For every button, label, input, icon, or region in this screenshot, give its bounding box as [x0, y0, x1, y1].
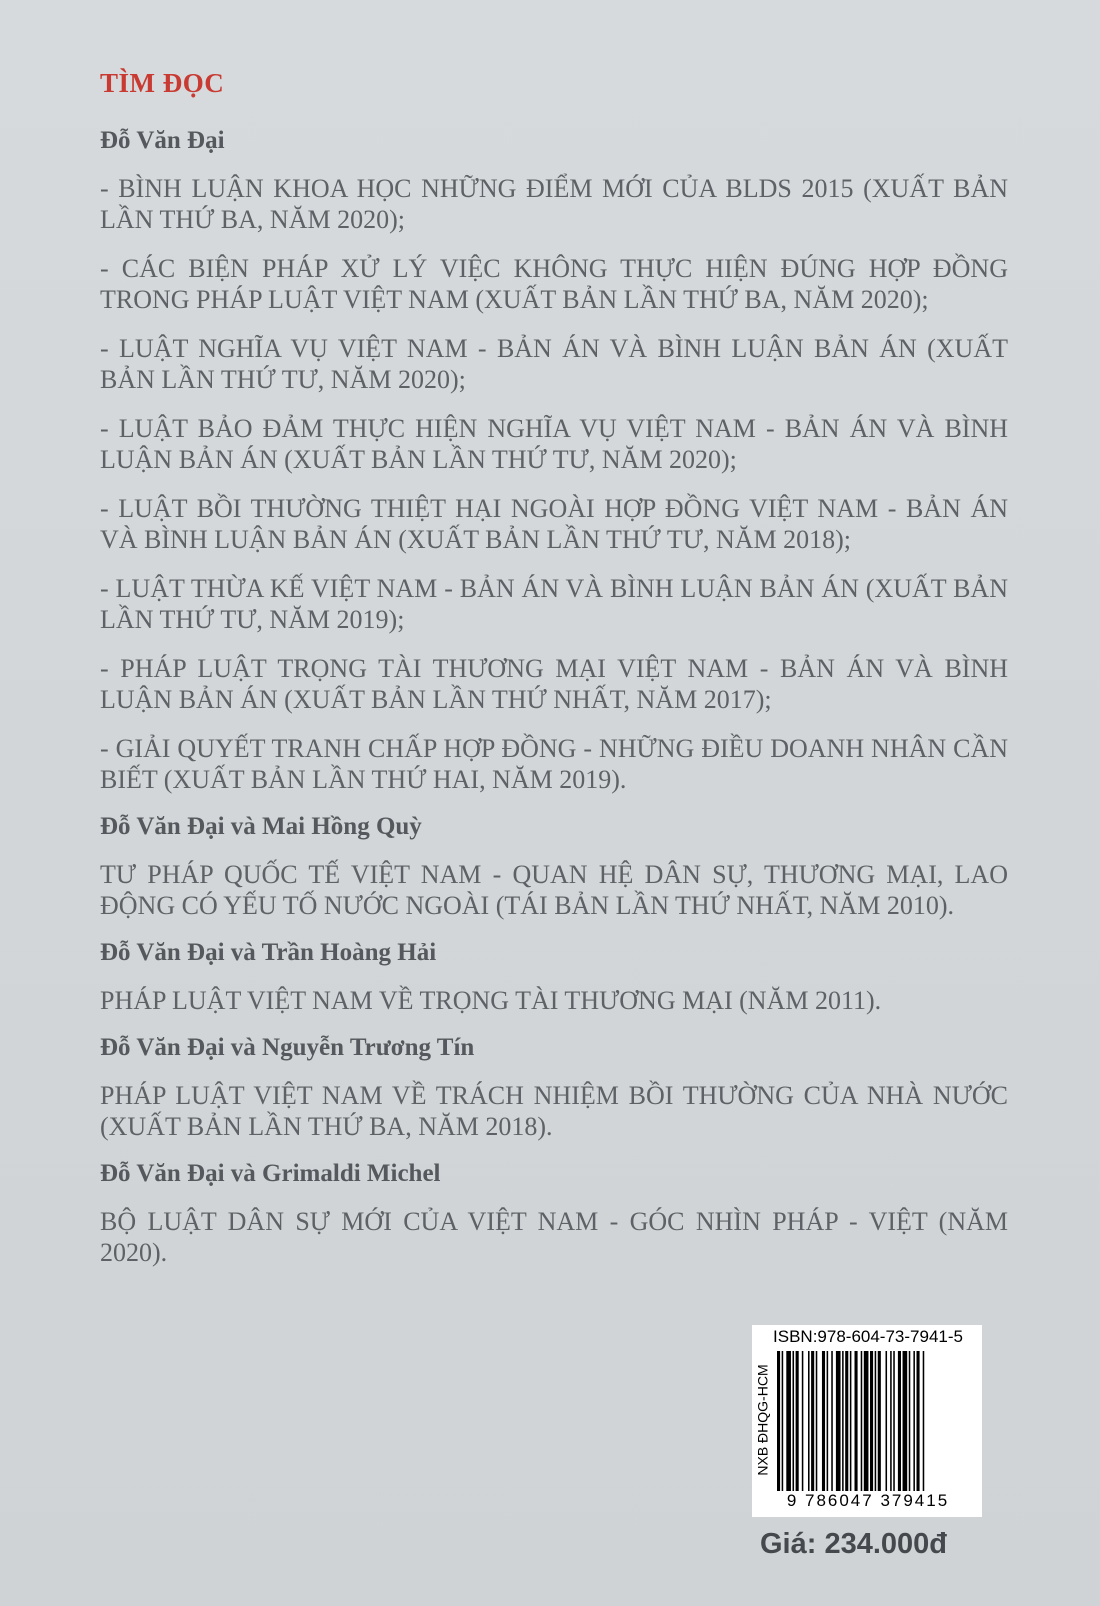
barcode-bar: [796, 1351, 799, 1491]
publisher-label: [754, 1351, 772, 1489]
author-name: Đỗ Văn Đại và Nguyễn Trương Tín: [100, 1034, 475, 1061]
barcode-bar: [875, 1351, 877, 1491]
barcode-bar: [850, 1351, 852, 1491]
book-title: - LUẬT BỒI THƯỜNG THIỆT HẠI NGOÀI HỢP ĐỒNG VIỆT NAM - BẢN ÁN VÀ BÌNH LUẬN BẢN ÁN (XUẤT BẢN LẦN THỨ TƯ, NĂM 2018);: [100, 494, 1008, 554]
barcode-bar: [786, 1351, 791, 1491]
book-title: - LUẬT THỪA KẾ VIỆT NAM - BẢN ÁN VÀ BÌNH LUẬN BẢN ÁN (XUẤT BẢN LẦN THỨ TƯ, NĂM 2019);: [100, 574, 1008, 634]
barcode-bar: [827, 1351, 829, 1491]
barcode-bar: [864, 1351, 869, 1491]
barcode-bar: [878, 1351, 881, 1491]
author-group-4: [100, 1034, 1008, 1142]
barcode-bar: [836, 1351, 841, 1491]
barcode-bar: [917, 1351, 920, 1491]
book-title: - CÁC BIỆN PHÁP XỬ LÝ VIỆC KHÔNG THỰC HIỆN ĐÚNG HỢP ĐỒNG TRONG PHÁP LUẬT VIỆT NAM (XUẤT BẢN LẦN THỨ BA, NĂM 2020);: [100, 254, 1008, 314]
barcode-bar: [923, 1351, 925, 1491]
barcode-bars: [774, 1351, 976, 1491]
barcode-bar: [831, 1351, 833, 1491]
author-name: Đỗ Văn Đại: [100, 127, 225, 154]
barcode-bar: [903, 1351, 908, 1491]
barcode-bar: [855, 1351, 858, 1491]
barcode-bar: [861, 1351, 863, 1491]
barcode-bar: [913, 1351, 915, 1491]
author-group-5: [100, 1160, 1008, 1268]
barcode-bar: [886, 1351, 888, 1491]
book-title: BỘ LUẬT DÂN SỰ MỚI CỦA VIỆT NAM - GÓC NHÌN PHÁP - VIỆT (NĂM 2020).: [100, 1207, 1008, 1267]
book-title: PHÁP LUẬT VIỆT NAM VỀ TRỌNG TÀI THƯƠNG MẠI (NĂM 2011).: [100, 986, 882, 1015]
publisher-name: NXB ĐHQG-HCM: [755, 1364, 772, 1476]
barcode-bar: [793, 1351, 795, 1491]
isbn-barcode: [752, 1325, 982, 1517]
book-title: - LUẬT BẢO ĐẢM THỰC HIỆN NGHĨA VỤ VIỆT NAM - BẢN ÁN VÀ BÌNH LUẬN BẢN ÁN (XUẤT BẢN LẦN THỨ TƯ, NĂM 2020);: [100, 414, 1008, 474]
barcode-bar: [898, 1351, 901, 1491]
barcode-bar: [890, 1351, 892, 1491]
barcode-bar: [782, 1351, 784, 1491]
book-title: - GIẢI QUYẾT TRANH CHẤP HỢP ĐỒNG - NHỮNG ĐIỀU DOANH NHÂN CẦN BIẾT (XUẤT BẢN LẦN THỨ HAI, NĂM 2019).: [100, 734, 1008, 794]
author-group-1: [100, 127, 1008, 795]
author-name: Đỗ Văn Đại và Mai Hồng Quỳ: [100, 813, 422, 840]
barcode-bar: [802, 1351, 804, 1491]
barcode-bar: [811, 1351, 814, 1491]
barcode-digits: 9 786047 379415: [786, 1491, 950, 1510]
author-group-3: [100, 939, 1008, 1016]
book-title: - LUẬT NGHĨA VỤ VIỆT NAM - BẢN ÁN VÀ BÌNH LUẬN BẢN ÁN (XUẤT BẢN LẦN THỨ TƯ, NĂM 2020);: [100, 334, 1008, 394]
barcode-bar: [845, 1351, 848, 1491]
author-name: Đỗ Văn Đại và Grimaldi Michel: [100, 1160, 441, 1187]
price-label: Giá: 234.000đ: [760, 1528, 947, 1560]
barcode-bar: [842, 1351, 844, 1491]
barcode-graphic: [774, 1351, 976, 1491]
barcode-bar: [909, 1351, 911, 1491]
barcode-bar: [777, 1351, 780, 1491]
barcode-bar: [808, 1351, 810, 1491]
book-list: [100, 68, 1008, 1286]
book-title: - PHÁP LUẬT TRỌNG TÀI THƯƠNG MẠI VIỆT NAM - BẢN ÁN VÀ BÌNH LUẬN BẢN ÁN (XUẤT BẢN LẦN THỨ NHẤT, NĂM 2017);: [100, 654, 1008, 714]
barcode-bar: [822, 1351, 825, 1491]
barcode-bar: [870, 1351, 873, 1491]
author-name: Đỗ Văn Đại và Trần Hoàng Hải: [100, 939, 437, 966]
section-heading: TÌM ĐỌC: [100, 68, 225, 98]
isbn-number: ISBN:978-604-73-7941-5: [773, 1327, 963, 1346]
book-title: PHÁP LUẬT VIỆT NAM VỀ TRÁCH NHIỆM BỒI THƯỜNG CỦA NHÀ NƯỚC (XUẤT BẢN LẦN THỨ BA, NĂM 2018).: [100, 1081, 1008, 1141]
book-title: TƯ PHÁP QUỐC TẾ VIỆT NAM - QUAN HỆ DÂN SỰ, THƯƠNG MẠI, LAO ĐỘNG CÓ YẾU TỐ NƯỚC NGOÀI (TÁI BẢN LẦN THỨ NHẤT, NĂM 2010).: [100, 860, 1008, 920]
barcode-bar: [816, 1351, 818, 1491]
author-group-2: [100, 813, 1008, 921]
barcode-bar: [893, 1351, 895, 1491]
book-title: - BÌNH LUẬN KHOA HỌC NHỮNG ĐIỂM MỚI CỦA BLDS 2015 (XUẤT BẢN LẦN THỨ BA, NĂM 2020);: [100, 174, 1008, 234]
